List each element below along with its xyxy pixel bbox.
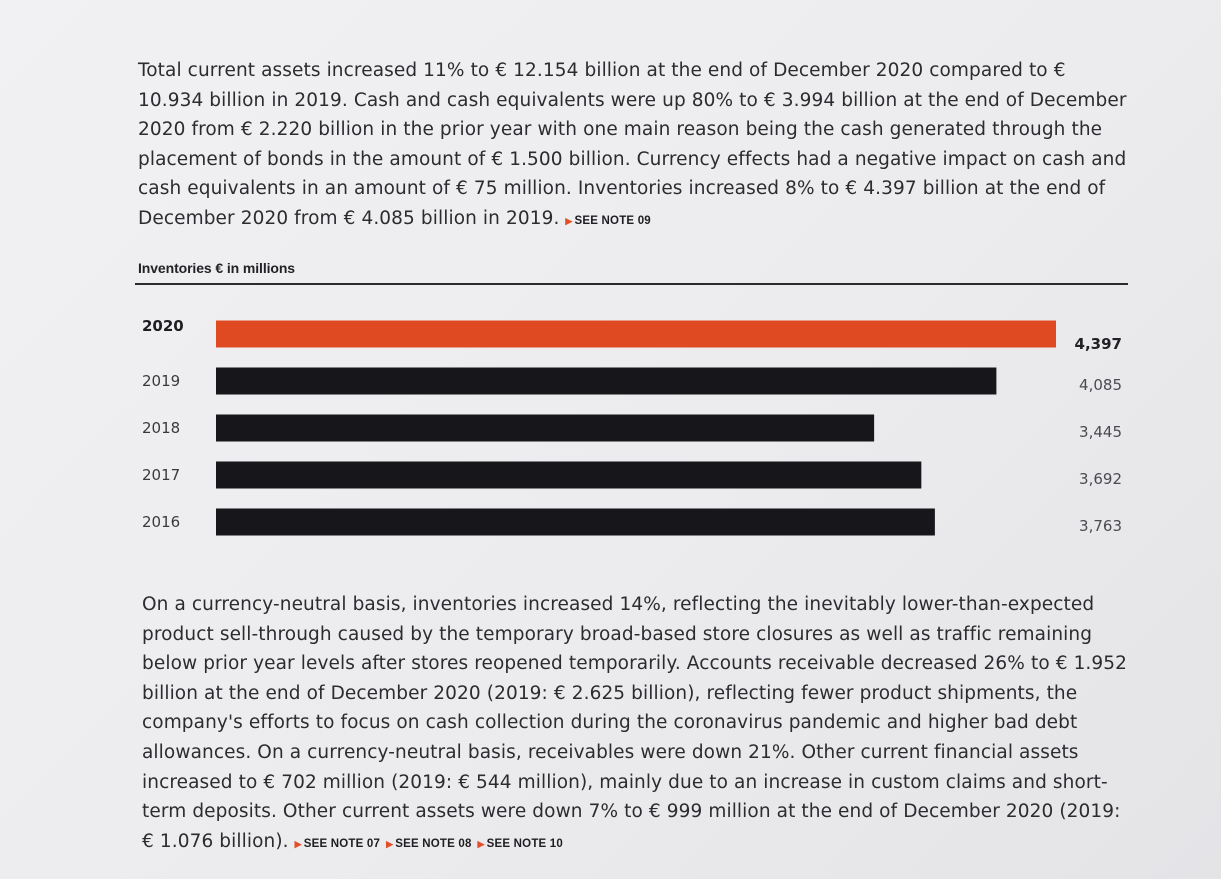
bar-2018: [216, 415, 874, 442]
receivables-paragraph: [142, 590, 1132, 859]
see-note-09-link[interactable]: [565, 215, 650, 227]
see-note-08-label: SEE NOTE 08: [395, 837, 472, 850]
triangle-right-icon: ▶: [386, 838, 394, 849]
chart-title-rule: [135, 283, 1128, 285]
inventories-bar-chart: [130, 300, 1130, 540]
category-label-2018: 2018: [142, 419, 181, 437]
triangle-right-icon: ▶: [477, 838, 485, 849]
category-label-2019: 2019: [142, 372, 181, 390]
see-note-07-label: SEE NOTE 07: [303, 837, 381, 850]
see-note-10-label: SEE NOTE 10: [486, 837, 563, 850]
value-label-2020: 4,397: [1074, 335, 1122, 353]
inventory-paragraph: [138, 56, 1128, 237]
category-label-2020: 2020: [142, 317, 184, 335]
see-note-10-link[interactable]: [478, 838, 563, 850]
see-note-08-link[interactable]: [386, 838, 471, 850]
inventory-paragraph-text: Total current assets increased 11% to € 12.154 billion at the end of December 2020 compared to € 10.934 billion in 2019. Cash and cash equivalents were up 80% to € 3.994 billion at the end of December 2020 from € 2.220 billion in the prior year with one main reason being the cash generated through the placement of bonds in the amount of € 1.500 billion. Currency effects had a negative impact on cash and cash equivalents in an amount of € 75 million. Inventories increased 8% to € 4.397 billion at the end of December 2020 from € 4.085 billion in 2019.: [138, 60, 1127, 229]
see-note-09-label: SEE NOTE 09: [574, 214, 651, 227]
value-label-2016: 3,763: [1079, 517, 1122, 535]
value-label-2018: 3,445: [1079, 423, 1122, 441]
value-label-2019: 4,085: [1079, 376, 1122, 394]
bar-2019: [216, 368, 996, 395]
see-note-07-link[interactable]: [295, 838, 380, 850]
triangle-right-icon: ▶: [294, 838, 302, 849]
bar-2020: [216, 321, 1056, 348]
bar-2017: [216, 462, 921, 489]
bar-2016: [216, 509, 935, 536]
chart-title: Inventories € in millions: [138, 260, 295, 276]
category-label-2017: 2017: [142, 466, 181, 484]
receivables-paragraph-text: On a currency-neutral basis, inventories increased 14%, reflecting the inevitably lower-than-expected product sell-through caused by the temporary broad-based store closures as well as traffic remaining below prior year levels after stores reopened temporarily. Accounts receivable decreased 26% to € 1.952 billion at the end of December 2020 (2019: € 2.625 billion), reflecting fewer product shipments, the company's efforts to focus on cash collection during the coronavirus pandemic and higher bad debt allowances. On a currency-neutral basis, receivables were down 21%. Other current financial assets increased to € 702 million (2019: € 544 million), mainly due to an increase in custom claims and short-term deposits. Other current assets were down 7% to € 999 million at the end of December 2020 (2019: € 1.076 billion).: [142, 594, 1128, 852]
category-label-2016: 2016: [142, 513, 181, 531]
triangle-right-icon: ▶: [565, 215, 573, 226]
value-label-2017: 3,692: [1079, 470, 1122, 488]
